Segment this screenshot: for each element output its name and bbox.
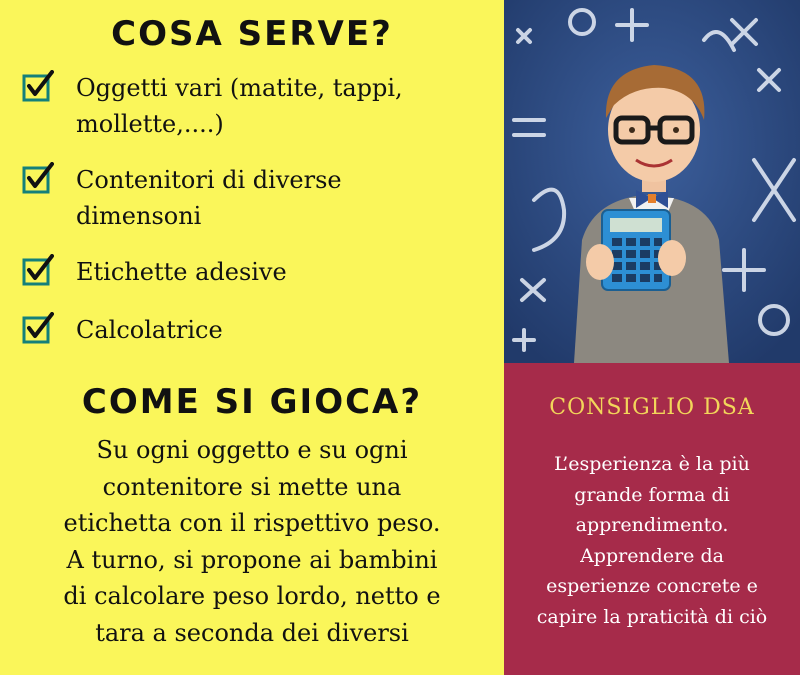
tip-line: L’esperienza è la più [554,453,750,475]
list-item-text: Contenitori di diverse dimensoni [76,166,342,230]
tip-line: Apprendere da [580,544,724,567]
instruction-line: Su ogni oggetto e su ogni [96,436,408,464]
consiglio-dsa-panel [504,363,800,675]
cosa-serve-heading: COSA SERVE? [111,14,393,54]
chalkboard-illustration [504,0,800,363]
consiglio-dsa-text [504,449,800,632]
checkbox-checked-icon [22,70,54,102]
instruction-line: contenitore si mette una [102,472,402,501]
child-with-calculator-photo [504,0,800,363]
checkbox-checked-icon [22,162,54,194]
game-instructions [0,432,504,651]
tip-line: apprendimento. [575,514,729,536]
list-item-text: Calcolatrice [76,316,223,344]
tip-line: esperienze concrete e [546,575,758,597]
tip-line: capire la praticità di ciò [536,605,768,628]
checkbox-checked-icon [22,254,54,286]
list-item-text: Oggetti vari (matite, tappi, mollette,....) [76,74,403,138]
instruction-line: A turno, si propone ai bambini [66,545,438,574]
tip-line: grande forma di [574,483,730,506]
instruction-line: di calcolare peso lordo, netto e [63,582,441,610]
checkbox-checked-icon [22,312,54,344]
list-item-text: Etichette adesive [76,258,287,286]
instruction-line: etichetta con il rispettivo peso. [63,509,441,537]
consiglio-dsa-title: CONSIGLIO DSA [549,395,755,420]
instruction-line: tara a seconda dei diversi [95,618,409,647]
come-si-gioca-heading: COME SI GIOCA? [81,382,423,422]
